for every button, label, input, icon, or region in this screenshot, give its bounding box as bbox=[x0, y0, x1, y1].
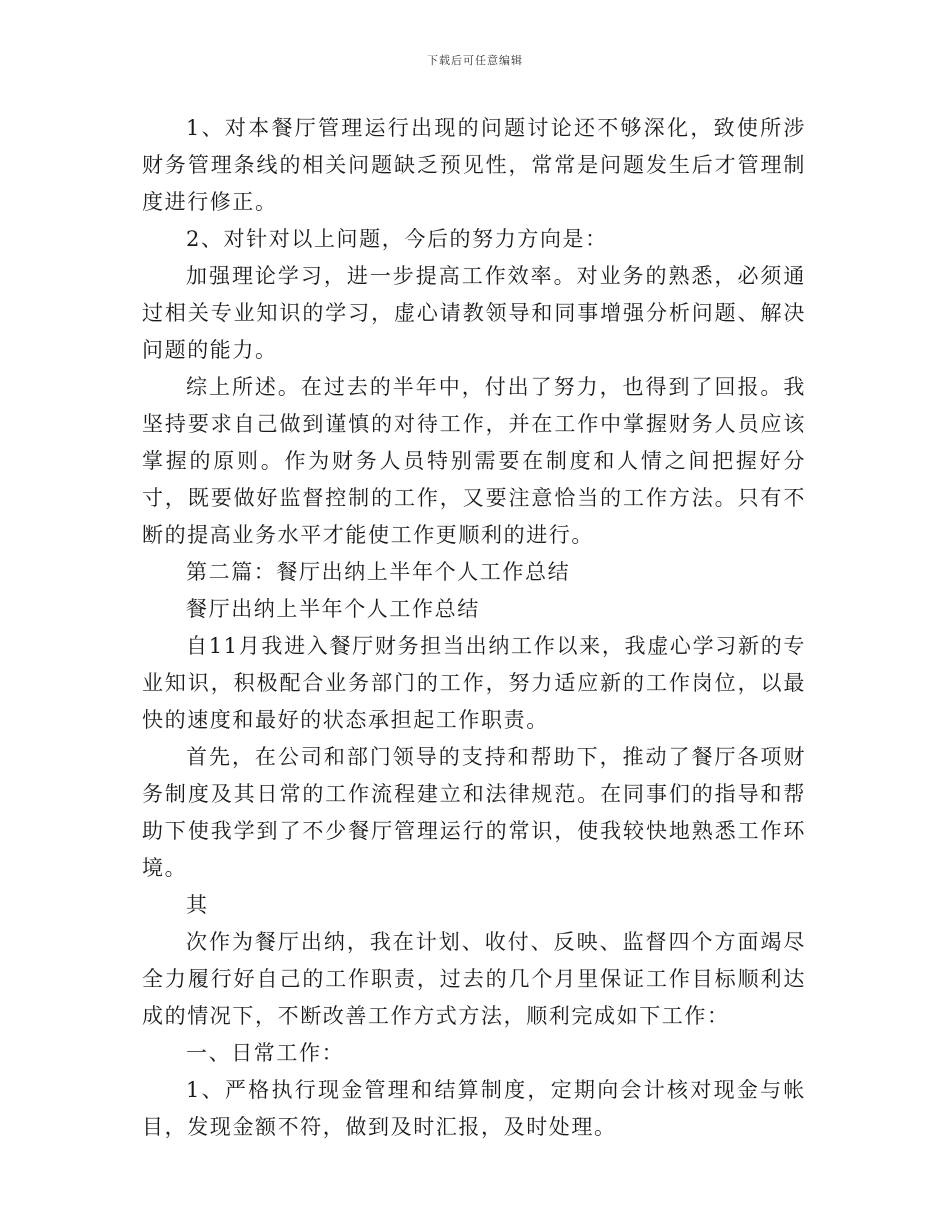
paragraph-daily-item-1: 1、严格执行现金管理和结算制度，定期向会计核对现金与帐目，发现金额不符，做到及时汇报，及时处理。 bbox=[142, 1078, 806, 1139]
paragraph-summary: 综上所述。在过去的半年中，付出了努力，也得到了回报。我坚持要求自己做到谨慎的对待工作，并在工作中掌握财务人员应该掌握的原则。作为财务人员特别需要在制度和人情之间把握好分寸，既要做好监督控制的工作，又要注意恰当的工作方法。只有不断的提高业务水平才能使工作更顺利的进行。 bbox=[142, 375, 806, 547]
paragraph-direction: 2、对针对以上问题，今后的努力方向是： bbox=[186, 227, 608, 251]
paragraph-intro: 自11月我进入餐厅财务担当出纳工作以来，我虚心学习新的专业知识，积极配合业务部门的工作，努力适应新的工作岗位，以最快的速度和最好的状态承担起工作职责。 bbox=[142, 634, 806, 732]
document-body bbox=[142, 110, 806, 1146]
section-title: 餐厅出纳上半年个人工作总结 bbox=[186, 597, 480, 621]
section-heading-part-two: 第二篇：餐厅出纳上半年个人工作总结 bbox=[186, 560, 571, 584]
paragraph-problem-1: 1、对本餐厅管理运行出现的问题讨论还不够深化，致使所涉财务管理条线的相关问题缺乏预见性，常常是问题发生后才管理制度进行修正。 bbox=[142, 116, 806, 214]
paragraph-theory-study: 加强理论学习，进一步提高工作效率。对业务的熟悉，必须通过相关专业知识的学习，虚心请教领导和同事增强分析问题、解决问题的能力。 bbox=[142, 264, 806, 362]
paragraph-second: 次作为餐厅出纳，我在计划、收付、反映、监督四个方面竭尽全力履行好自己的工作职责，过去的几个月里保证工作目标顺利达成的情况下，不断改善工作方式方法，顺利完成如下工作： bbox=[142, 930, 806, 1028]
page-header: 下载后可任意编辑 bbox=[427, 54, 523, 67]
paragraph-fragment: 其 bbox=[186, 893, 209, 917]
paragraph-first: 首先，在公司和部门领导的支持和帮助下，推动了餐厅各项财务制度及其日常的工作流程建立和法律规范。在同事们的指导和帮助下使我学到了不少餐厅管理运行的常识，使我较快地熟悉工作环境。 bbox=[142, 745, 806, 880]
subheading-daily-work: 一、日常工作： bbox=[186, 1041, 345, 1065]
